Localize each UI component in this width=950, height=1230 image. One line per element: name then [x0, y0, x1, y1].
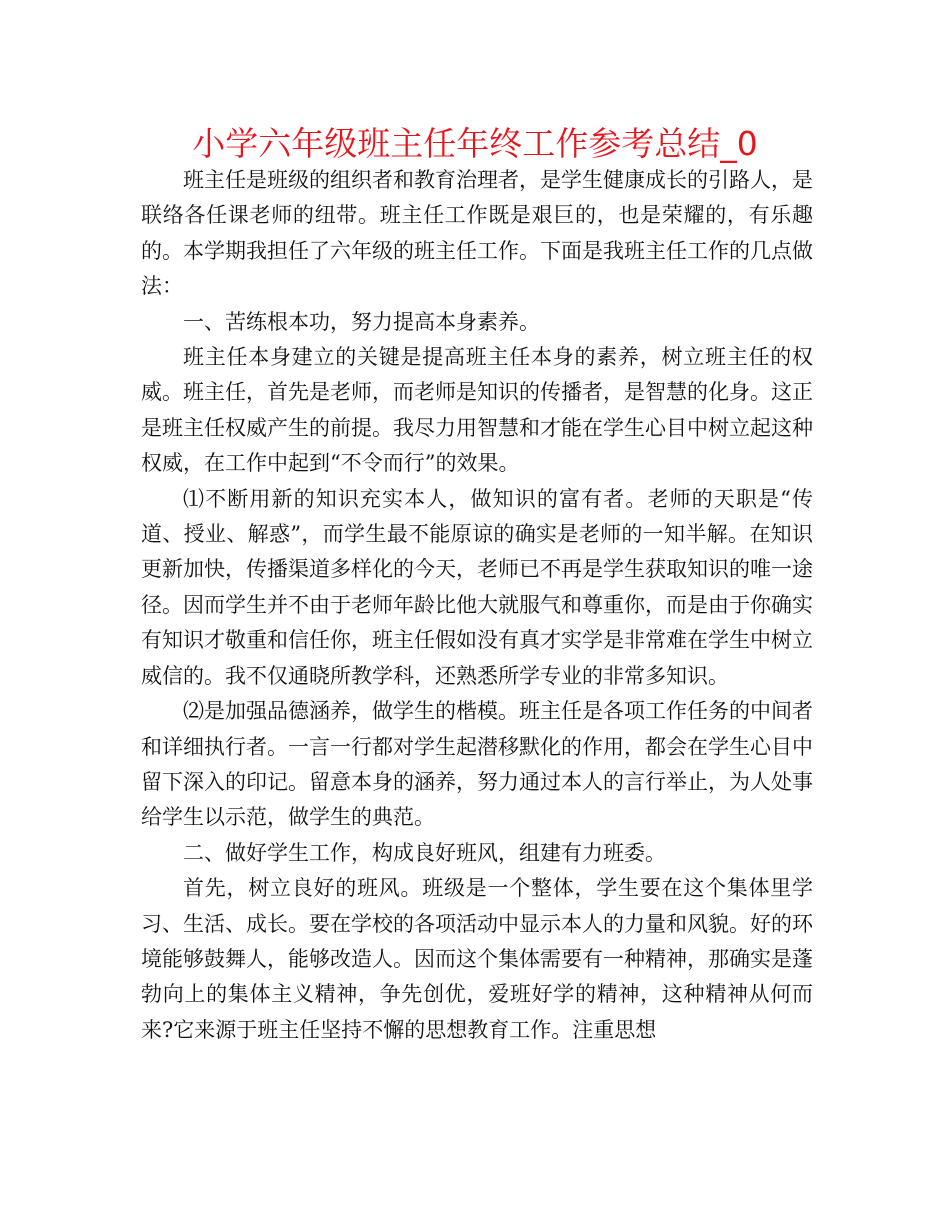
section-heading-1: 一、苦练根本功，努力提高本身素养。 [183, 309, 540, 334]
paragraph-point-1: ⑴不断用新的知识充实本人，做知识的富有者。老师的天职是“传道、授业、解惑”，而学生最不能原谅的确实是老师的一知半解。在知识更新加快，传播渠道多样化的今天，老师已不再是学生获取知识的唯一途径。因而学生并不由于老师年龄比他大就服气和尊重你，而是由于你确实有知识才敬重和信任你，班主任假如没有真才实学是非常难在学生中树立威信的。我不仅通晓所教学科，还熟悉所学专业的非常多知识。 [141, 486, 813, 688]
paragraph-authority: 班主任本身建立的关键是提高班主任本身的素养，树立班主任的权威。班主任，首先是老师，而老师是知识的传播者，是智慧的化身。这正是班主任权威产生的前提。我尽力用智慧和才能在学生心目中树立起这种权威，在工作中起到“不令而行”的效果。 [141, 345, 813, 476]
paragraph-class-spirit: 首先，树立良好的班风。班级是一个整体，学生要在这个集体里学习、生活、成长。要在学校的各项活动中显示本人的力量和风貌。好的环境能够鼓舞人，能够改造人。因而这个集体需要有一种精神，那确实是蓬勃向上的集体主义精神，争先创优，爱班好学的精神，这种精神从何而来?它来源于班主任坚持不懈的思想教育工作。注重思想 [141, 876, 813, 1042]
paragraph-point-2: ⑵是加强品德涵养，做学生的楷模。班主任是各项工作任务的中间者和详细执行者。一言一行都对学生起潜移默化的作用，都会在学生心目中留下深入的印记。留意本身的涵养，努力通过本人的言行举止，为人处事给学生以示范，做学生的典范。 [141, 699, 813, 830]
document-title: 小学六年级班主任年终工作参考总结_0 [192, 124, 758, 163]
section-heading-2: 二、做好学生工作，构成良好班风，组建有力班委。 [183, 840, 666, 865]
paragraph-intro: 班主任是班级的组织者和教育治理者，是学生健康成长的引路人，是联络各任课老师的纽带。班主任工作既是艰巨的，也是荣耀的，有乐趣的。本学期我担任了六年级的班主任工作。下面是我班主任工作的几点做法： [141, 168, 813, 299]
document-body [141, 163, 813, 1048]
